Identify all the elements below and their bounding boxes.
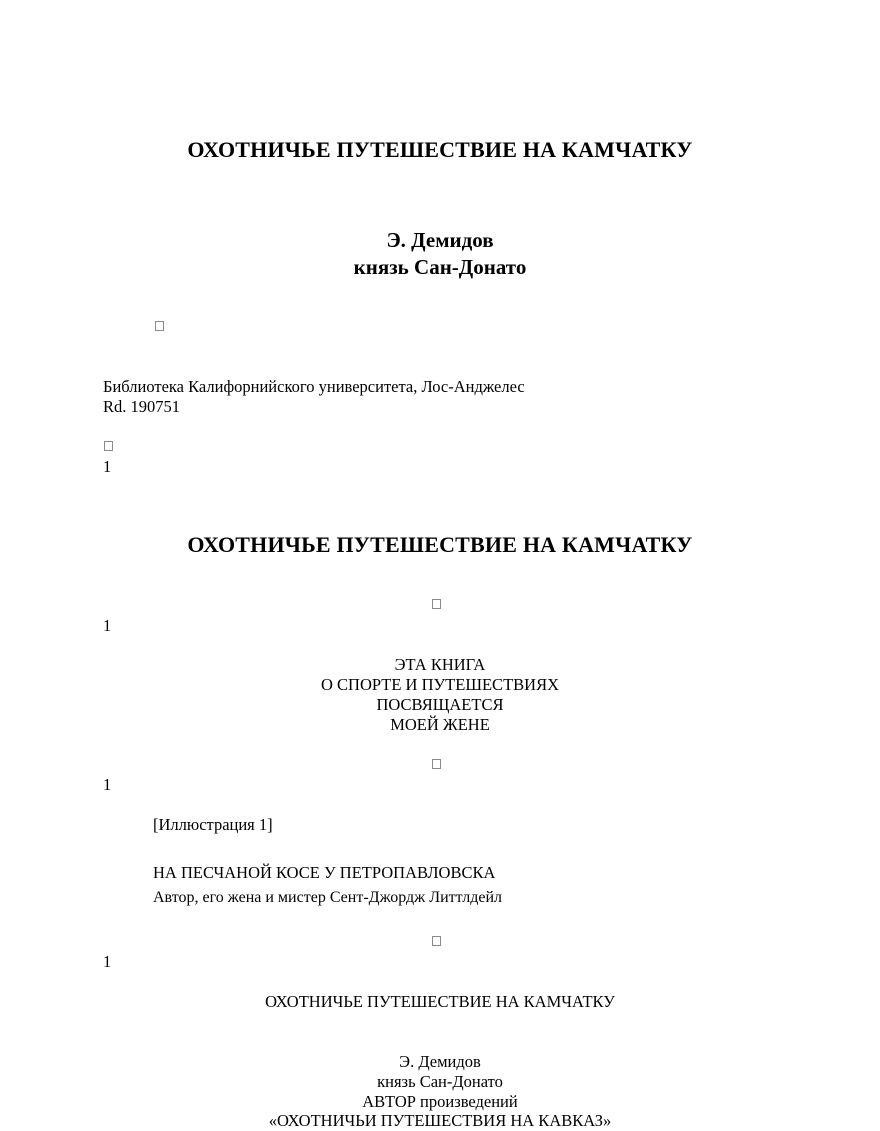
dedication-line: ПОСВЯЩАЕТСЯ: [376, 695, 504, 714]
author-title: князь Сан-Донато: [353, 255, 527, 279]
title-page-heading: ОХОТНИЧЬЕ ПУТЕШЕСТВИЕ НА КАМЧАТКУ: [265, 992, 615, 1011]
title-page-line: Э. Демидов: [399, 1052, 481, 1071]
page-number: 1: [103, 457, 112, 476]
page-number: 1: [103, 952, 112, 971]
library-line: Библиотека Калифорнийского университета, Лос-Анджелес: [103, 377, 525, 396]
page-number: 1: [103, 616, 112, 635]
missing-glyph-icon: [104, 441, 113, 451]
title-page-line: АВТОР произведений: [362, 1092, 518, 1111]
dedication-line: О СПОРТЕ И ПУТЕШЕСТВИЯХ: [321, 675, 559, 694]
title-page-line: «ОХОТНИЧЬИ ПУТЕШЕСТВИЯ НА КАВКАЗ»: [268, 1111, 612, 1130]
shelf-mark: Rd. 190751: [103, 397, 181, 416]
author-name: Э. Демидов: [386, 228, 494, 252]
caption-title: НА ПЕСЧАНОЙ КОСЕ У ПЕТРОПАВЛОВСКА: [153, 863, 496, 882]
title-page-line: князь Сан-Донато: [377, 1072, 503, 1091]
missing-glyph-icon: [155, 321, 164, 331]
illustration-label: [Иллюстрация 1]: [153, 815, 273, 834]
missing-glyph-icon: [432, 936, 441, 946]
book-title: ОХОТНИЧЬЕ ПУТЕШЕСТВИЕ НА КАМЧАТКУ: [187, 137, 693, 162]
book-title-repeat: ОХОТНИЧЬЕ ПУТЕШЕСТВИЕ НА КАМЧАТКУ: [187, 532, 693, 557]
page-number: 1: [103, 775, 112, 794]
dedication-line: МОЕЙ ЖЕНЕ: [390, 715, 490, 734]
missing-glyph-icon: [432, 759, 441, 769]
missing-glyph-icon: [432, 599, 441, 609]
dedication-line: ЭТА КНИГА: [394, 655, 486, 674]
caption-subtitle: Автор, его жена и мистер Сент-Джордж Литтлдейл: [153, 889, 502, 906]
